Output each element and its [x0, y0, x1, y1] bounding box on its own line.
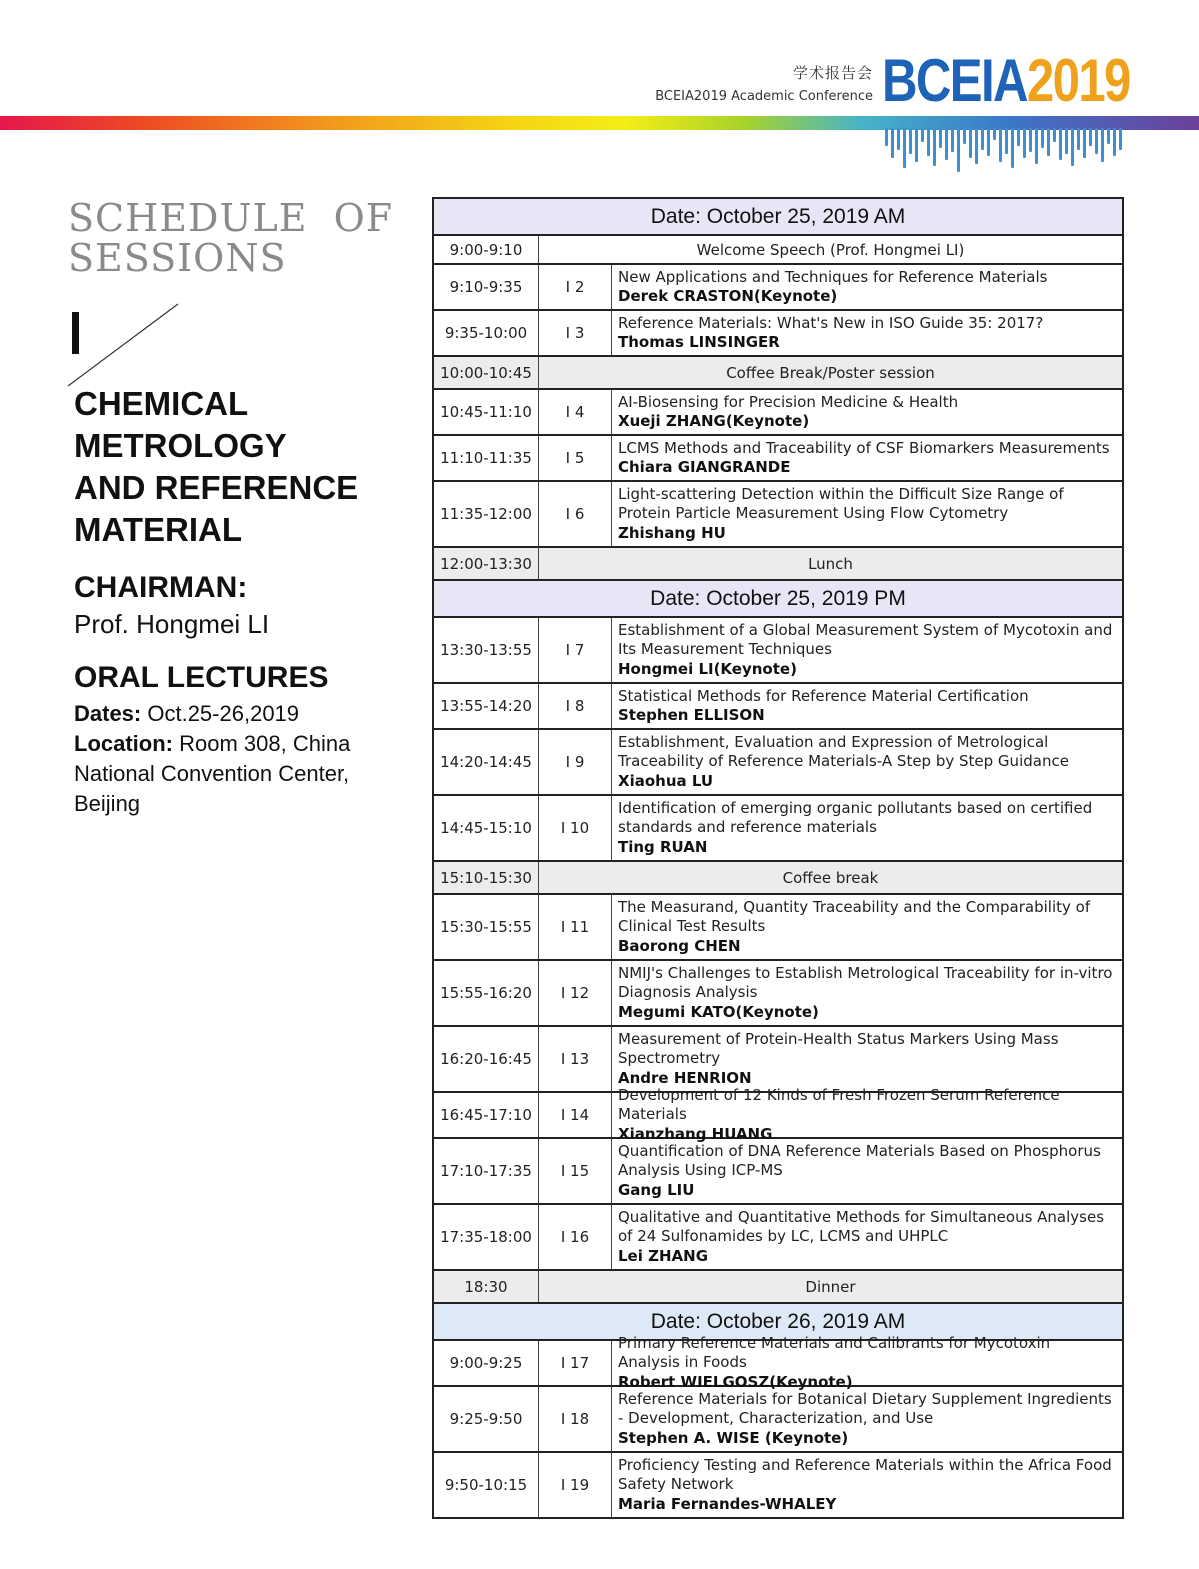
- section-title: [74, 383, 394, 551]
- time-cell: 10:45-11:10: [434, 390, 539, 434]
- speaker-name: Chiara GIANGRANDE: [618, 458, 791, 476]
- lecture-number: I 15: [539, 1139, 612, 1203]
- lecture-title: Qualitative and Quantitative Methods for Simultaneous Analyses of 24 Sulfonamides by LC, LCMS and UHPLC: [618, 1207, 1105, 1246]
- lecture-title: Measurement of Protein-Health Status Markers Using Mass Spectrometry: [618, 1029, 1059, 1068]
- lecture-cell: [612, 684, 1122, 728]
- event-row: [434, 1271, 1122, 1302]
- oral-lectures-label: ORAL LECTURES: [74, 661, 329, 694]
- schedule-title-line1: SCHEDULE OF: [68, 196, 394, 240]
- lecture-title: Proficiency Testing and Reference Materials within the Africa Food Safety Network: [618, 1455, 1112, 1494]
- day-header: Date: October 25, 2019 AM: [434, 199, 1122, 236]
- time-cell: 15:30-15:55: [434, 895, 539, 959]
- header-cn-title: 学术报告会: [792, 64, 873, 82]
- lecture-row: [434, 265, 1122, 311]
- lecture-number: I 8: [539, 684, 612, 728]
- speaker-name: Lei ZHANG: [618, 1246, 708, 1265]
- lecture-title: Reference Materials: What's New in ISO Guide 35: 2017?: [618, 313, 1044, 332]
- lecture-cell: [612, 1027, 1122, 1091]
- wave-bar: [897, 128, 900, 150]
- wave-bar: [975, 128, 978, 164]
- speaker-name: Stephen A. WISE (Keynote): [618, 1428, 849, 1447]
- lecture-title: Quantification of DNA Reference Materials Based on Phosphorus Analysis Using ICP-MS: [618, 1141, 1101, 1180]
- wave-bar: [1119, 128, 1122, 150]
- wave-bar: [1029, 128, 1032, 152]
- logo-text: BCEIA: [882, 47, 1027, 114]
- wave-bar: [963, 128, 966, 144]
- speaker-name: Thomas LINSINGER: [618, 333, 780, 351]
- lecture-row: [434, 796, 1122, 862]
- lecture-title: LCMS Methods and Traceability of CSF Biomarkers Measurements: [618, 438, 1110, 457]
- lecture-cell: [612, 1139, 1122, 1203]
- wave-bar: [1053, 128, 1056, 142]
- event-cell: Lunch: [808, 554, 853, 573]
- time-cell: 9:10-9:35: [434, 265, 539, 309]
- speaker-name: Baorong CHEN: [618, 936, 741, 955]
- lecture-title: AI-Biosensing for Precision Medicine & Health: [618, 392, 959, 411]
- speaker-name: Megumi KATO(Keynote): [618, 1002, 819, 1021]
- time-cell: 16:20-16:45: [434, 1027, 539, 1091]
- lecture-number: I 18: [539, 1387, 612, 1451]
- lecture-row: [434, 1333, 1122, 1391]
- speaker-name: Hongmei LI(Keynote): [618, 659, 797, 678]
- lecture-number: I 17: [539, 1341, 612, 1385]
- event-row: [434, 862, 1122, 895]
- lecture-cell: [612, 1085, 1122, 1143]
- time-cell: 10:00-10:45: [434, 357, 539, 388]
- speaker-name: Andre HENRION: [618, 1068, 752, 1087]
- wave-bar: [1059, 128, 1062, 160]
- time-cell: 17:10-17:35: [434, 1139, 539, 1203]
- lecture-number: I 16: [539, 1205, 612, 1269]
- lecture-row: [434, 1205, 1122, 1271]
- wave-bar: [921, 128, 924, 142]
- lecture-row: [434, 961, 1122, 1027]
- dates-label: Dates:: [74, 701, 142, 726]
- speaker-name: Gang LIU: [618, 1180, 695, 1199]
- lecture-cell: [612, 618, 1122, 682]
- lecture-row: [434, 1139, 1122, 1205]
- time-cell: 15:55-16:20: [434, 961, 539, 1025]
- time-cell: 15:10-15:30: [434, 862, 539, 893]
- lecture-row: [434, 1453, 1122, 1517]
- wave-bar: [1047, 128, 1050, 156]
- speaker-name: Robert WIELGOSZ(Keynote): [618, 1372, 853, 1391]
- lecture-cell: [612, 1333, 1122, 1391]
- wave-bar: [927, 128, 930, 156]
- lecture-row: [434, 730, 1122, 796]
- session-group-oct26-am: [434, 1333, 1122, 1517]
- lecture-number: I 6: [539, 482, 612, 546]
- time-cell: 13:30-13:55: [434, 618, 539, 682]
- time-cell: 18:30: [434, 1271, 539, 1302]
- section-title-line: METROLOGY: [74, 427, 287, 464]
- lecture-number: I 14: [539, 1093, 612, 1137]
- wave-bar: [885, 128, 888, 146]
- time-cell: 14:20-14:45: [434, 730, 539, 794]
- lecture-title: New Applications and Techniques for Reference Materials: [618, 267, 1048, 286]
- day-header: Date: October 26, 2019 AM: [434, 1302, 1122, 1341]
- lecture-row: [434, 1387, 1122, 1453]
- speaker-name: Derek CRASTON(Keynote): [618, 287, 838, 305]
- time-cell: 11:35-12:00: [434, 482, 539, 546]
- wave-bar: [903, 128, 906, 168]
- lecture-number: I 12: [539, 961, 612, 1025]
- wave-bar: [981, 128, 984, 150]
- section-title-line: AND REFERENCE: [74, 469, 359, 506]
- time-cell: 13:55-14:20: [434, 684, 539, 728]
- wave-bar: [1065, 128, 1068, 154]
- wave-bar: [891, 128, 894, 158]
- time-cell: 17:35-18:00: [434, 1205, 539, 1269]
- lecture-number: I 19: [539, 1453, 612, 1517]
- lecture-cell: [612, 1453, 1122, 1517]
- lecture-number: I 11: [539, 895, 612, 959]
- lecture-number: I 7: [539, 618, 612, 682]
- time-cell: 11:10-11:35: [434, 436, 539, 480]
- sound-wave-graphic: [885, 128, 1125, 174]
- lecture-cell: [612, 1387, 1122, 1451]
- lecture-row: [434, 311, 1122, 357]
- schedule-table: [432, 197, 1124, 1519]
- speaker-name: Xueji ZHANG(Keynote): [618, 412, 810, 430]
- wave-bar: [1107, 128, 1110, 144]
- lecture-cell: [612, 265, 1122, 309]
- lecture-cell: [612, 961, 1122, 1025]
- event-cell: Coffee break: [782, 868, 879, 887]
- lecture-row: [434, 1085, 1122, 1143]
- wave-bar: [1023, 128, 1026, 158]
- lecture-row: [434, 482, 1122, 548]
- wave-bar: [1071, 128, 1074, 166]
- wave-bar: [1035, 128, 1038, 164]
- lecture-number: I 2: [539, 265, 612, 309]
- wave-bar: [909, 128, 912, 154]
- lecture-cell: [612, 895, 1122, 959]
- time-cell: 16:45-17:10: [434, 1093, 539, 1137]
- lecture-number: I 4: [539, 390, 612, 434]
- day-header: Date: October 25, 2019 PM: [434, 579, 1122, 618]
- speaker-name: Ting RUAN: [618, 837, 708, 856]
- lecture-row: [434, 1027, 1122, 1093]
- speaker-name: Zhishang HU: [618, 523, 726, 542]
- lecture-title: Reference Materials for Botanical Dietary Supplement Ingredients - Development, Characterization, and Use: [618, 1389, 1112, 1428]
- lecture-title: Primary Reference Materials and Calibrants for Mycotoxin Analysis in Foods: [618, 1333, 1051, 1372]
- dates-value: Oct.25-26,2019: [141, 701, 300, 726]
- time-cell: 9:00-9:10: [434, 236, 539, 263]
- time-cell: 14:45-15:10: [434, 796, 539, 860]
- session-group-oct25-pm: [434, 618, 1122, 1302]
- wave-bar: [915, 128, 918, 162]
- event-row: [434, 236, 1122, 265]
- lecture-number: I 13: [539, 1027, 612, 1091]
- wave-bar: [1005, 128, 1008, 154]
- lecture-row: [434, 390, 1122, 436]
- lecture-row: [434, 684, 1122, 730]
- section-title-line: CHEMICAL: [74, 385, 249, 422]
- lecture-cell: [612, 796, 1122, 860]
- speaker-name: Maria Fernandes-WHALEY: [618, 1494, 837, 1513]
- lecture-title: Statistical Methods for Reference Material Certification: [618, 686, 1029, 705]
- wave-bar: [993, 128, 996, 140]
- wave-bar: [951, 128, 954, 152]
- lecture-title: Identification of emerging organic pollutants based on certified standards and reference materials: [618, 798, 1093, 837]
- wave-bar: [1095, 128, 1098, 154]
- lecture-title: The Measurand, Quantity Traceability and the Comparability of Clinical Test Results: [618, 897, 1091, 936]
- location-label: Location:: [74, 731, 173, 756]
- time-cell: 9:00-9:25: [434, 1341, 539, 1385]
- wave-bar: [1113, 128, 1116, 156]
- event-cell: Coffee Break/Poster session: [726, 363, 935, 382]
- wave-bar: [1041, 128, 1044, 148]
- time-cell: 12:00-13:30: [434, 548, 539, 579]
- wave-bar: [945, 128, 948, 160]
- wave-bar: [1083, 128, 1086, 158]
- location-value: Room 308, China National Convention Center, Beijing: [74, 731, 351, 816]
- wave-bar: [957, 128, 960, 172]
- lecture-cell: [612, 730, 1122, 794]
- lecture-cell: [612, 1205, 1122, 1269]
- chairman-label: CHAIRMAN:: [74, 571, 248, 604]
- lecture-row: [434, 618, 1122, 684]
- bceia-logo: [882, 47, 1130, 114]
- logo-year: 2019: [1026, 47, 1130, 114]
- divider-slash: [66, 300, 186, 390]
- lecture-number: I 5: [539, 436, 612, 480]
- lecture-title: Establishment, Evaluation and Expression of Metrological Traceability of Reference Materials-A Step by Step Guidance: [618, 732, 1069, 771]
- lecture-cell: [612, 482, 1122, 546]
- schedule-title-line2: SESSIONS: [68, 236, 287, 280]
- wave-bar: [1017, 128, 1020, 146]
- event-row: [434, 548, 1122, 579]
- lecture-cell: [612, 436, 1122, 480]
- time-cell: 9:35-10:00: [434, 311, 539, 355]
- lecture-cell: [612, 390, 1122, 434]
- wave-bar: [969, 128, 972, 158]
- lecture-title: NMIJ's Challenges to Establish Metrological Traceability for in-vitro Diagnosis Analysis: [618, 963, 1113, 1002]
- event-row: [434, 357, 1122, 390]
- event-cell: Welcome Speech (Prof. Hongmei LI): [696, 240, 965, 259]
- time-cell: 9:25-9:50: [434, 1387, 539, 1451]
- speaker-name: Xiaohua LU: [618, 771, 714, 790]
- header-en-title: BCEIA2019 Academic Conference: [655, 89, 873, 104]
- wave-bar: [1077, 128, 1080, 150]
- lecture-title: Establishment of a Global Measurement System of Mycotoxin and Its Measurement Techniques: [618, 620, 1113, 659]
- schedule-title: [68, 198, 393, 278]
- event-cell: Dinner: [805, 1277, 856, 1296]
- wave-bar: [933, 128, 936, 166]
- lecture-title: Development of 12 Kinds of Fresh Frozen Serum Reference Materials: [618, 1085, 1060, 1124]
- speaker-name: Xianzhang HUANG: [618, 1124, 773, 1143]
- wave-bar: [987, 128, 990, 156]
- section-title-line: MATERIAL: [74, 511, 243, 548]
- time-cell: 9:50-10:15: [434, 1453, 539, 1517]
- chairman-name: Prof. Hongmei LI: [74, 609, 270, 639]
- wave-bar: [1011, 128, 1014, 168]
- wave-bar: [939, 128, 942, 148]
- lecture-number: I 9: [539, 730, 612, 794]
- wave-bar: [1089, 128, 1092, 146]
- lecture-row: [434, 436, 1122, 482]
- wave-bar: [999, 128, 1002, 162]
- lecture-number: I 3: [539, 311, 612, 355]
- speaker-name: Stephen ELLISON: [618, 706, 765, 724]
- lecture-row: [434, 895, 1122, 961]
- wave-bar: [1101, 128, 1104, 162]
- oral-lectures-info: [74, 699, 404, 819]
- lecture-cell: [612, 311, 1122, 355]
- lecture-number: I 10: [539, 796, 612, 860]
- lecture-title: Light-scattering Detection within the Difficult Size Range of Protein Particle Measurement Using Flow Cytometry: [618, 484, 1064, 523]
- session-group-oct25-am: [434, 236, 1122, 579]
